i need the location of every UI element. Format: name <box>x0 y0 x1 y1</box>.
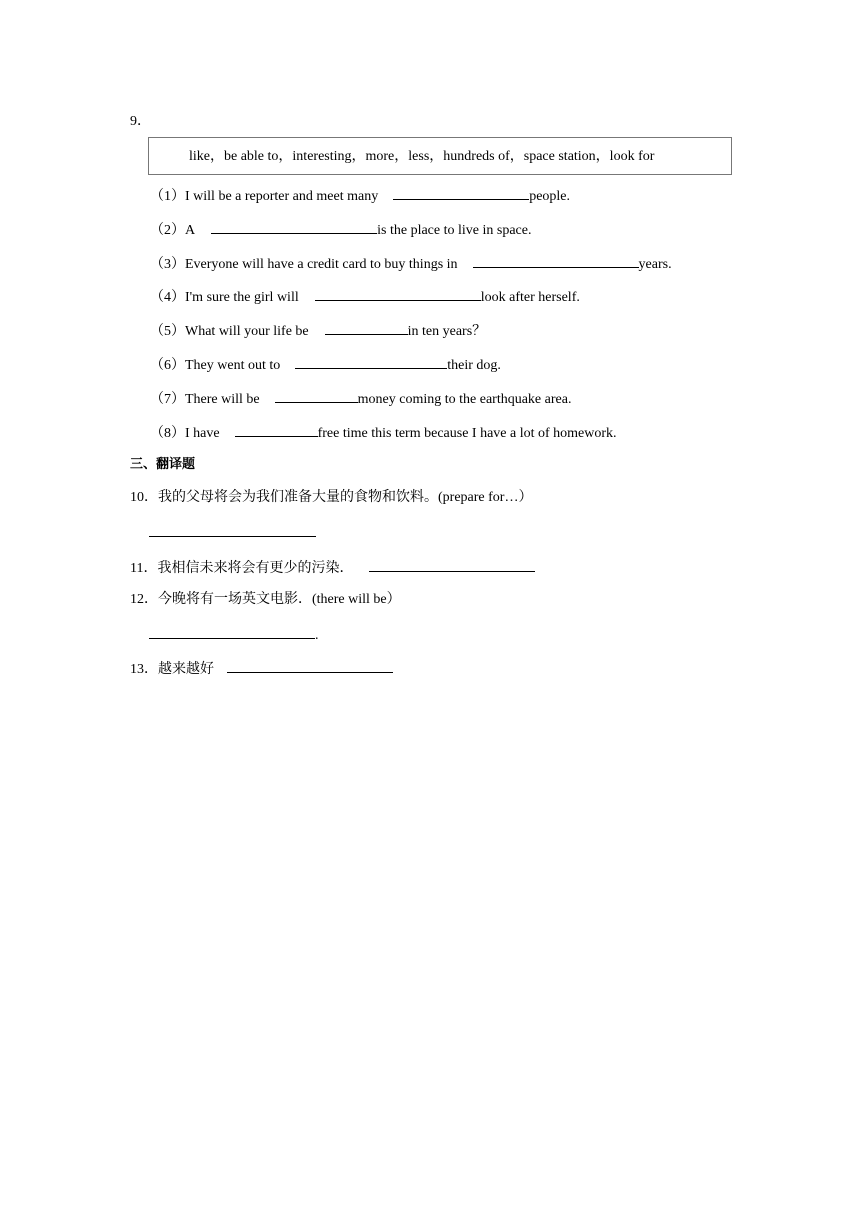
word-bank-box <box>148 137 732 175</box>
item-number: （4） <box>150 290 185 305</box>
item-text-after: free time this term because I have a lot of homework. <box>317 426 617 441</box>
answer-blank[interactable] <box>325 320 408 335</box>
item-text-after: years. <box>638 257 672 272</box>
item-number: （5） <box>150 324 185 339</box>
item-text-after: look after herself. <box>480 290 580 305</box>
item-text-before: I'm sure the girl will <box>185 290 299 305</box>
fill-item-5 <box>150 320 486 341</box>
item-number: （8） <box>150 426 185 441</box>
question-11-text: 11．我相信未来将会有更少的污染． <box>130 561 354 576</box>
sentence-end: . <box>315 628 319 643</box>
item-text-before: I will be a reporter and meet many <box>185 189 379 204</box>
answer-blank[interactable] <box>275 388 358 403</box>
item-text-before: There will be <box>185 392 260 407</box>
item-number: （2） <box>150 223 185 238</box>
question-13 <box>130 658 393 679</box>
fill-item-1 <box>150 185 570 206</box>
item-text-before: A <box>185 223 196 238</box>
item-text-after: in ten years？ <box>407 324 487 339</box>
question-13-text: 13．越来越好 <box>130 662 214 677</box>
fill-item-8 <box>150 422 617 443</box>
answer-blank[interactable] <box>295 354 447 369</box>
fill-item-2 <box>150 219 531 240</box>
item-text-after: their dog. <box>447 358 501 373</box>
question-12: 12．今晚将有一场英文电影．(there will be） <box>130 592 401 607</box>
answer-blank[interactable] <box>235 422 318 437</box>
item-text-before: Everyone will have a credit card to buy things in <box>185 257 458 272</box>
item-text-after: is the place to live in space. <box>377 223 532 238</box>
fill-item-4 <box>150 286 580 307</box>
item-number: （1） <box>150 189 185 204</box>
fill-item-6 <box>150 354 501 375</box>
item-number: （6） <box>150 358 185 373</box>
fill-item-3 <box>150 253 672 274</box>
item-number: （7） <box>150 392 185 407</box>
answer-blank[interactable] <box>211 219 377 234</box>
item-text-after: people. <box>529 189 571 204</box>
item-text-after: money coming to the earthquake area. <box>357 392 572 407</box>
answer-line-12 <box>149 624 319 645</box>
answer-blank[interactable] <box>149 624 315 639</box>
item-text-before: They went out to <box>185 358 281 373</box>
section-heading: 三、翻译题 <box>130 457 196 472</box>
answer-line-10[interactable] <box>149 522 316 543</box>
word-bank-text: like，be able to，interesting，more，less，hundreds of，space station，look for <box>189 149 655 164</box>
answer-blank[interactable] <box>393 185 529 200</box>
question-11 <box>130 557 535 578</box>
answer-blank[interactable] <box>315 286 481 301</box>
answer-blank[interactable] <box>369 557 535 572</box>
item-text-before: What will your life be <box>185 324 309 339</box>
item-number: （3） <box>150 257 185 272</box>
question-9-number: 9． <box>130 114 151 129</box>
question-10: 10．我的父母将会为我们准备大量的食物和饮料。(prepare for…） <box>130 490 533 505</box>
answer-blank[interactable] <box>227 658 393 673</box>
item-text-before: I have <box>185 426 220 441</box>
answer-blank[interactable] <box>473 253 639 268</box>
fill-item-7 <box>150 388 571 409</box>
